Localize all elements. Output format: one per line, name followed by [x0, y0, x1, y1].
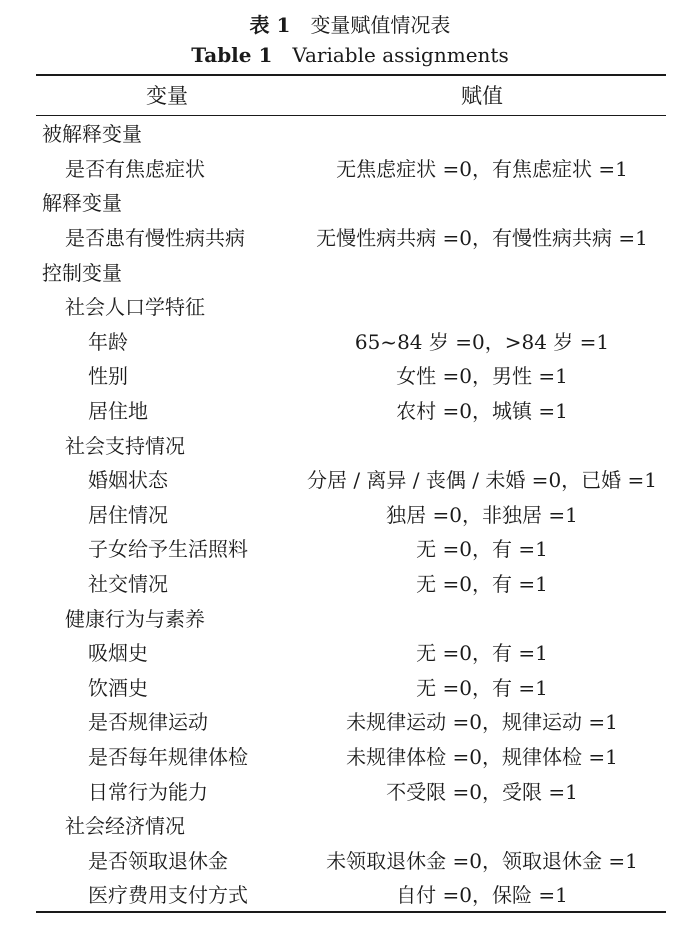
variable-cell: 解释变量 [42, 191, 122, 216]
variable-cell: 性别 [88, 364, 128, 389]
table-row [36, 842, 666, 877]
value-cell: 不受限 =0，受限 =1 [386, 779, 578, 804]
table-row [36, 288, 666, 323]
variable-cell: 是否每年规律体检 [88, 744, 248, 769]
caption-chinese-title: 变量赋值情况表 [310, 13, 451, 37]
value-cell: 女性 =0，男性 =1 [396, 364, 568, 389]
variable-cell: 饮酒史 [88, 675, 148, 700]
value-cell: 农村 =0，城镇 =1 [396, 399, 568, 424]
table-row [36, 634, 666, 669]
value-cell: 自付 =0，保险 =1 [298, 877, 666, 913]
table-row [36, 669, 666, 704]
header-variable: 变量 [36, 75, 298, 115]
value-cell: 无 =0，有 =1 [416, 572, 548, 597]
table-row [36, 600, 666, 635]
table-row [36, 565, 666, 600]
variable-cell: 居住情况 [88, 502, 168, 527]
variable-cell: 婚姻状态 [88, 468, 168, 493]
table-row [36, 496, 666, 531]
variable-cell: 年龄 [88, 329, 128, 354]
caption-english [0, 40, 700, 70]
header-value: 赋值 [298, 75, 666, 115]
value-cell: 未领取退休金 =0，领取退休金 =1 [326, 848, 638, 873]
table-row [36, 115, 666, 150]
value-cell [298, 254, 666, 289]
table-row [36, 185, 666, 220]
value-cell: 无 =0，有 =1 [416, 675, 548, 700]
variable-cell: 健康行为与素养 [65, 606, 205, 631]
variable-cell: 社交情况 [88, 572, 168, 597]
table-row [36, 358, 666, 393]
table-row [36, 773, 666, 808]
variable-cell: 子女给予生活照料 [88, 537, 248, 562]
variable-cell: 吸烟史 [88, 641, 148, 666]
table-row [36, 323, 666, 358]
variable-cell: 是否规律运动 [88, 710, 208, 735]
variable-cell: 是否患有慢性病共病 [65, 226, 245, 251]
variable-cell: 社会经济情况 [65, 814, 185, 839]
variable-cell: 控制变量 [42, 260, 122, 285]
variable-cell: 医疗费用支付方式 [36, 877, 298, 913]
variable-cell: 社会人口学特征 [65, 295, 205, 320]
value-cell [298, 288, 666, 323]
variable-cell: 日常行为能力 [88, 779, 208, 804]
value-cell: 无 =0，有 =1 [416, 537, 548, 562]
table-row [36, 738, 666, 773]
caption-english-label: Table 1 [191, 43, 273, 67]
value-cell: 未规律运动 =0，规律运动 =1 [346, 710, 618, 735]
value-cell: 未规律体检 =0，规律体检 =1 [346, 744, 618, 769]
table-row [36, 461, 666, 496]
variable-cell: 是否领取退休金 [88, 848, 228, 873]
variable-cell: 被解释变量 [42, 122, 142, 147]
table-body [36, 115, 666, 912]
value-cell: 独居 =0，非独居 =1 [386, 502, 578, 527]
table-row [36, 427, 666, 462]
table-row [36, 219, 666, 254]
value-cell [298, 600, 666, 635]
variable-cell: 社会支持情况 [65, 433, 185, 458]
variable-cell: 居住地 [88, 399, 148, 424]
value-cell [298, 427, 666, 462]
variable-cell: 是否有焦虑症状 [65, 156, 205, 181]
value-cell [298, 807, 666, 842]
table-row [36, 392, 666, 427]
value-cell: 无慢性病共病 =0，有慢性病共病 =1 [316, 226, 648, 251]
caption-chinese-label: 表 1 [249, 13, 291, 37]
value-cell [298, 185, 666, 220]
table-row [36, 807, 666, 842]
table-row [36, 704, 666, 739]
table-row [36, 254, 666, 289]
value-cell: 无 =0，有 =1 [416, 641, 548, 666]
value-cell: 无焦虑症状 =0，有焦虑症状 =1 [336, 156, 628, 181]
table-row [36, 877, 666, 913]
value-cell: 分居 / 离异 / 丧偶 / 未婚 =0，已婚 =1 [306, 468, 658, 493]
variable-assignment-table [36, 74, 666, 913]
caption-english-title: Variable assignments [292, 43, 509, 67]
table-header-row [36, 75, 666, 115]
table-row [36, 531, 666, 566]
table-row [36, 150, 666, 185]
table-caption [0, 10, 700, 70]
caption-chinese [0, 10, 700, 40]
value-cell [298, 115, 666, 150]
value-cell: 65~84 岁 =0，>84 岁 =1 [354, 329, 610, 354]
